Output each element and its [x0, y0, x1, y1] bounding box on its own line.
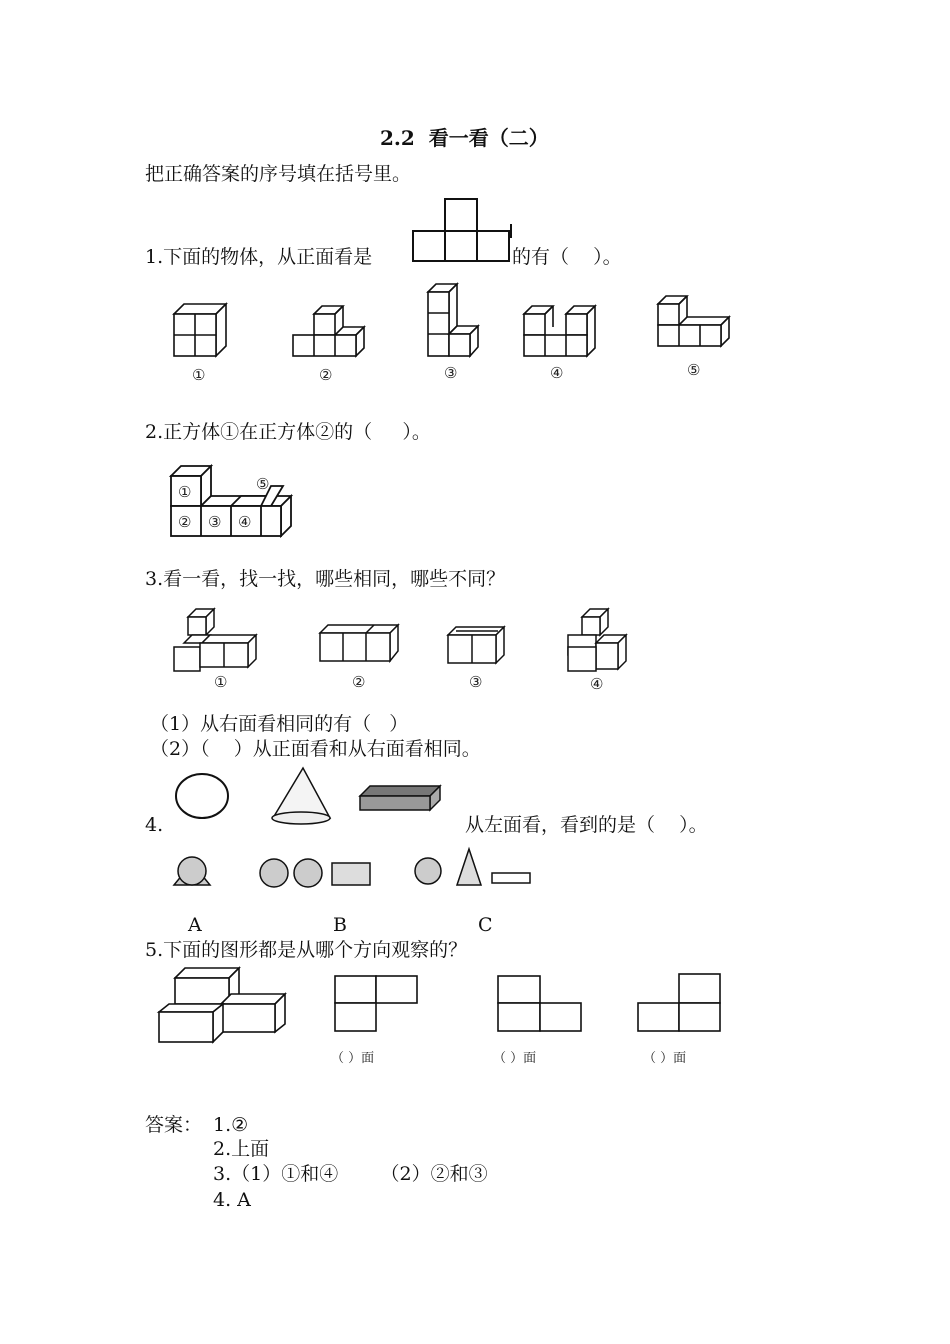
q3-figures [170, 605, 640, 695]
q5-blank-2: （ ）面 [493, 1051, 537, 1066]
instruction-text: 把正确答案的序号填在括号里。 [145, 163, 412, 185]
q5-blank-3: （ ）面 [643, 1051, 687, 1066]
answer-3: 3.（1）①和④ （2）②和③ [213, 1163, 488, 1185]
q2-cubes-figure [168, 462, 298, 542]
q3-text: 3.看一看，找一找，哪些相同，哪些不同？ [145, 568, 506, 590]
q3-sub1: （1）从右面看相同的有（ ） [150, 713, 409, 735]
q2-label-3: ③ [208, 513, 222, 531]
q1-prefix: 1.下面的物体，从正面看是 [145, 246, 373, 268]
q2-label-4: ④ [238, 513, 252, 531]
q3-label-3: ③ [469, 673, 483, 691]
answer-2: 2.上面 [213, 1138, 270, 1160]
q5-text: 5.下面的图形都是从哪个方向观察的？ [145, 939, 468, 961]
q1-label-4: ④ [550, 364, 564, 382]
q2-label-5: ⑤ [256, 475, 270, 493]
q4-option-a: A [188, 914, 202, 936]
q2-text: 2.正方体①在正方体②的（ ）。 [145, 421, 431, 443]
q1-label-2: ② [319, 366, 333, 384]
q4-number: 4. [145, 814, 164, 836]
q2-label-1: ① [178, 483, 192, 501]
q5-figures [155, 966, 765, 1076]
q5-blank-1: （ ）面 [331, 1051, 375, 1066]
q3-label-2: ② [352, 673, 366, 691]
q3-label-4: ④ [590, 675, 604, 693]
q2-label-2: ② [178, 513, 192, 531]
q1-label-3: ③ [444, 364, 458, 382]
q1-label-5: ⑤ [687, 361, 701, 379]
q4-options-figure [170, 843, 540, 893]
q1-front-view-figure [410, 198, 514, 264]
answers-label: 答案： [145, 1114, 203, 1136]
q4-option-b: B [333, 914, 347, 936]
q1-label-1: ① [192, 366, 206, 384]
page-title: 2.2 看一看（二） [380, 126, 549, 150]
answer-4: 4. A [213, 1189, 251, 1211]
q4-text: 从左面看，看到的是（ ）。 [465, 814, 708, 836]
q4-solids-figure [170, 766, 450, 828]
q4-option-c: C [478, 914, 493, 936]
q3-sub2: （2）（ ）从正面看和从右面看相同。 [150, 738, 481, 760]
q1-options-figure [160, 280, 760, 390]
q1-suffix: 的有（ ）。 [512, 246, 622, 268]
answer-1: 1.② [213, 1114, 249, 1136]
q3-label-1: ① [214, 673, 228, 691]
